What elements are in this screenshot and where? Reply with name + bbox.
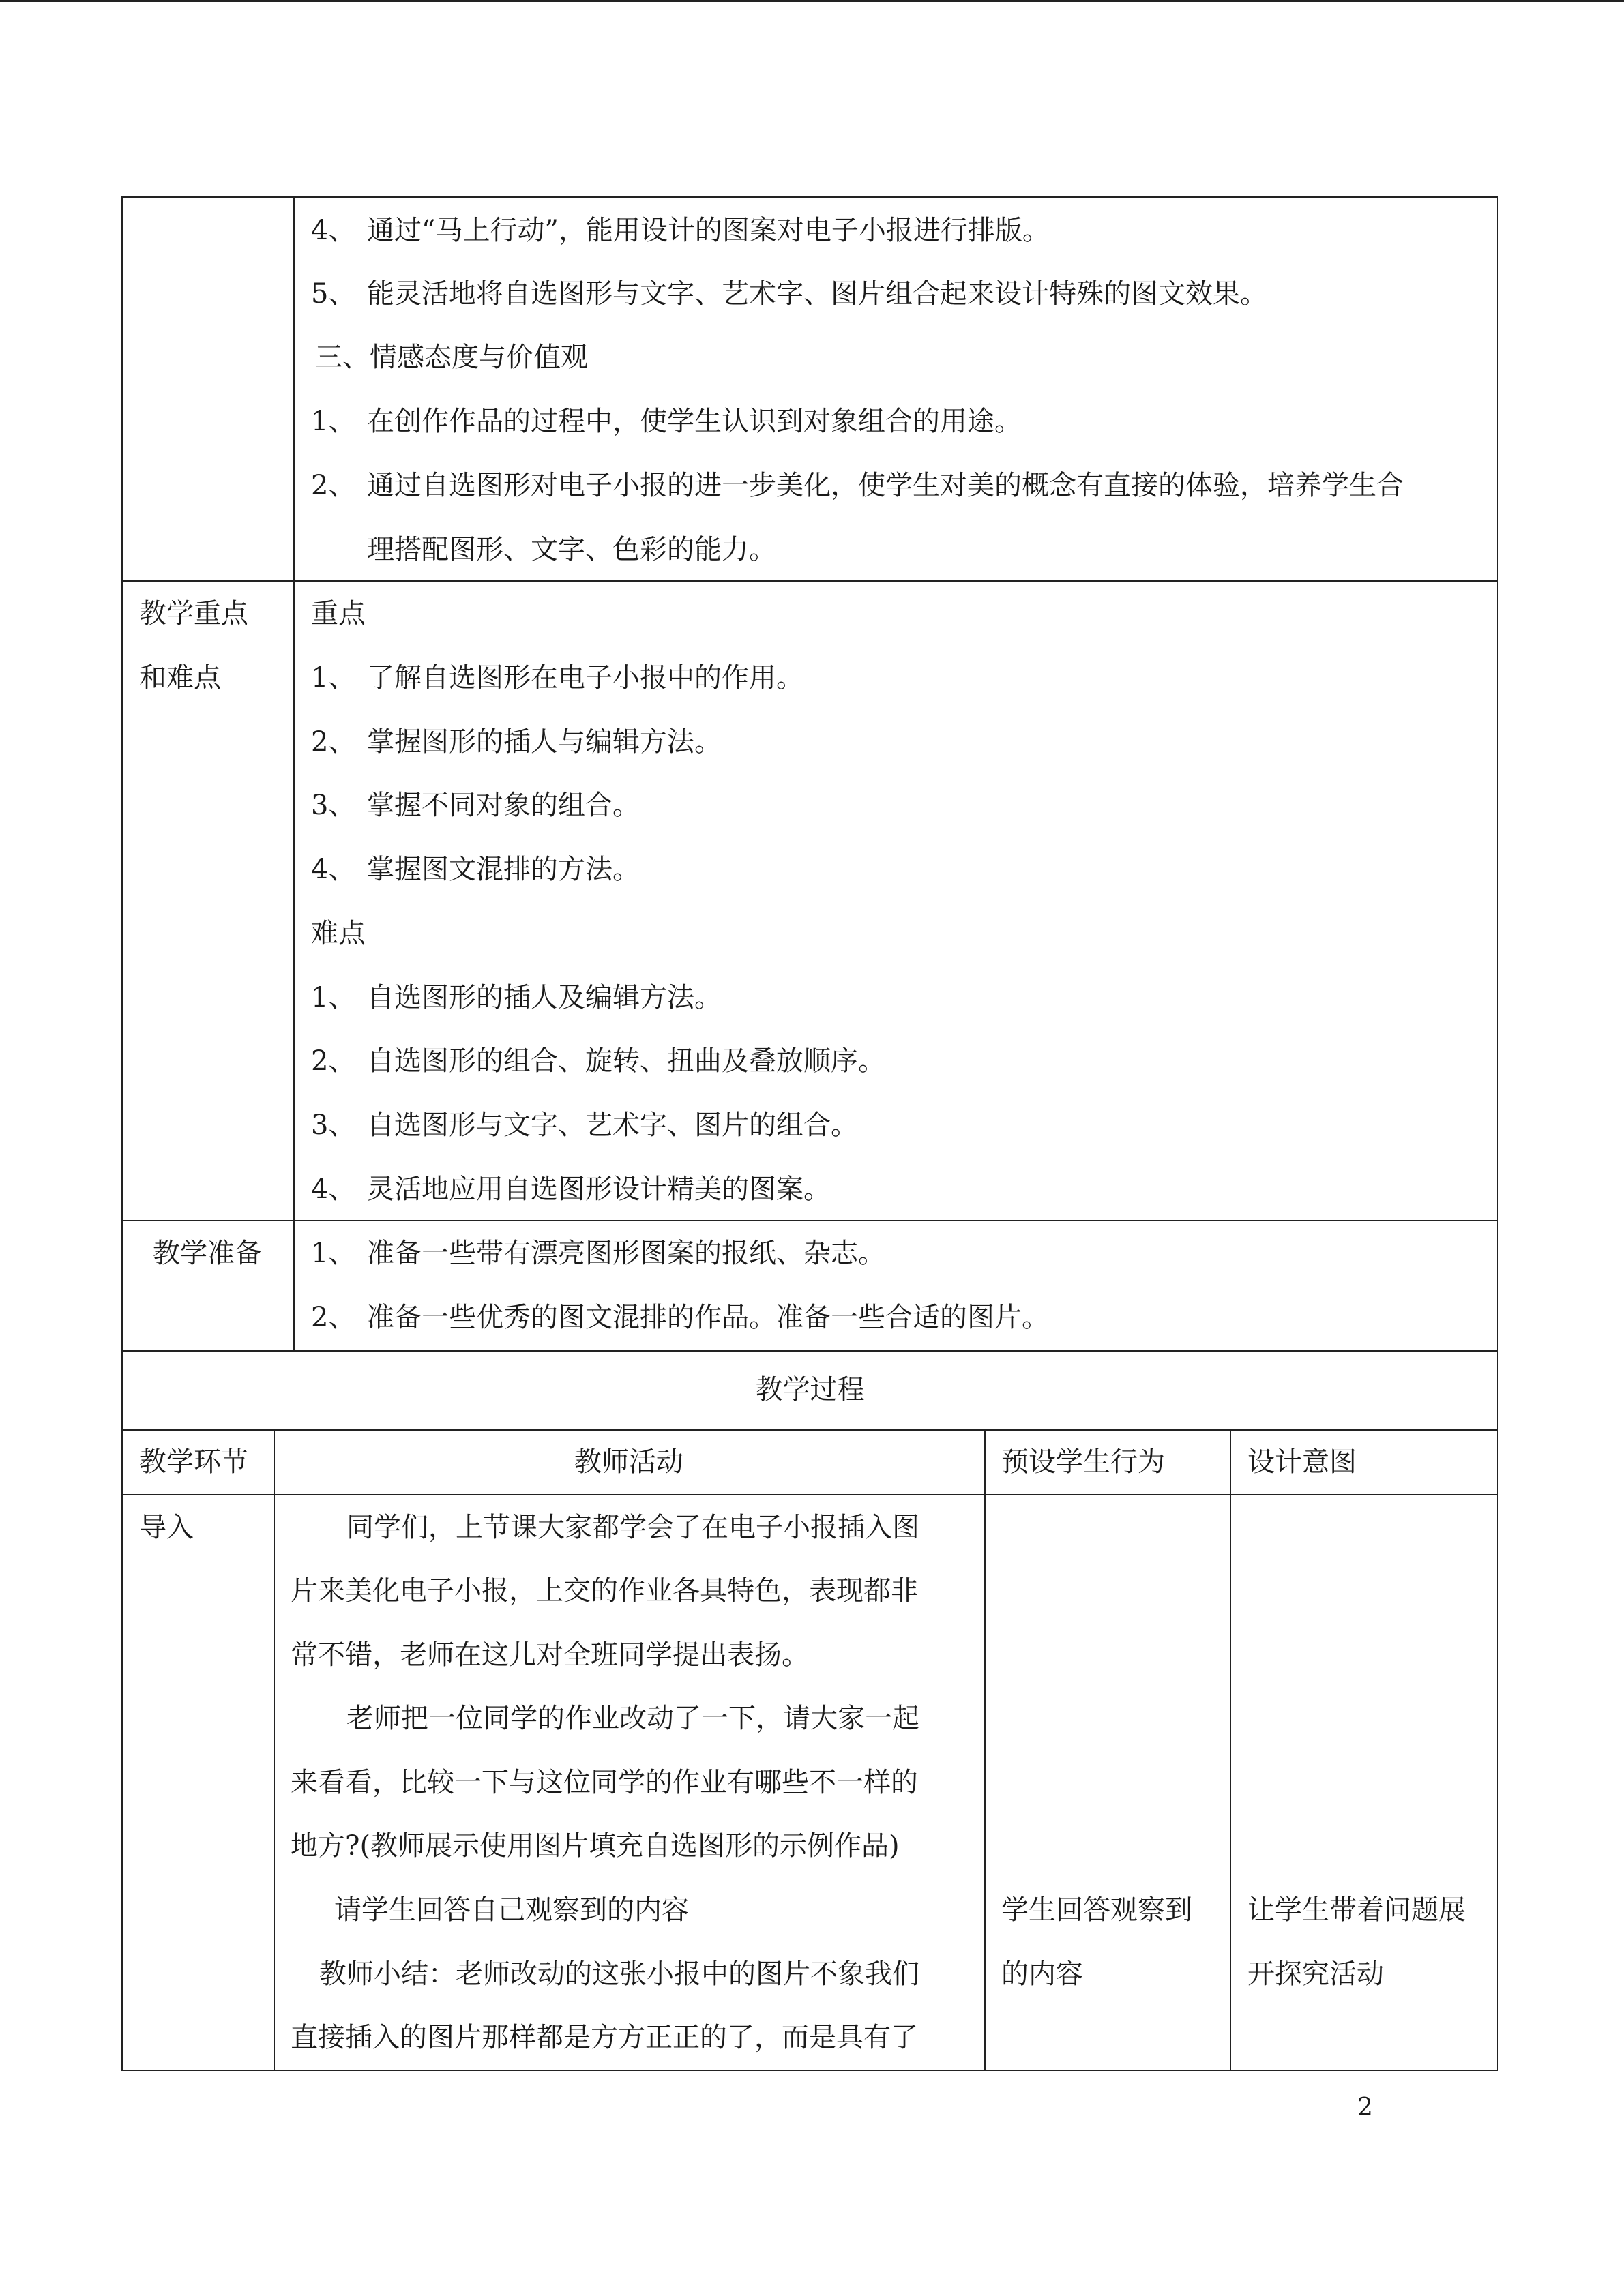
header-teacher-activity: 教师活动 (574, 1446, 683, 1478)
difficulty-title: 难点 (311, 918, 366, 949)
teacher-line-6: 地方?(教师展示使用图片填充自选图形的示例作品) (291, 1830, 900, 1862)
teacher-line-9: 直接插入的图片那样都是方方正正的了，而是具有了 (291, 2022, 918, 2053)
preparation-item-1: 1、 准备一些带有漂亮图形图案的报纸、杂志。 (311, 1238, 885, 1269)
teacher-line-1: 同学们，上节课大家都学会了在电子小报插入图 (346, 1512, 919, 1543)
header-student-behavior: 预设学生行为 (1001, 1446, 1165, 1478)
stage-intro: 导入 (139, 1512, 194, 1543)
teacher-line-5: 来看看，比较一下与这位同学的作业有哪些不一样的 (291, 1767, 918, 1798)
teacher-line-7: 请学生回答自己观察到的内容 (334, 1894, 689, 1926)
page-number: 2 (1357, 2093, 1373, 2121)
difficulty-item-3: 3、 自选图形与文字、艺术字、图片的组合。 (311, 1109, 858, 1141)
intent-line-1: 让学生带着问题展 (1247, 1894, 1466, 1926)
preparation-label: 教学准备 (153, 1238, 262, 1269)
key-points-label-line1: 教学重点 (139, 598, 248, 629)
row-divider-keypoints (121, 1220, 1498, 1221)
process-col-divider-2 (984, 1429, 986, 2071)
process-title-divider (121, 1429, 1498, 1431)
focus-item-4: 4、 掌握图文混排的方法。 (311, 854, 640, 885)
teacher-line-2: 片来美化电子小报，上交的作业各具特色，表现都非 (291, 1575, 918, 1607)
process-header-divider (121, 1494, 1498, 1495)
header-stage: 教学环节 (139, 1446, 248, 1478)
student-line-1: 学生回答观察到 (1001, 1894, 1192, 1926)
attitude-item-1: 1、 在创作作品的过程中，使学生认识到对象组合的用途。 (311, 406, 1022, 437)
preparation-item-2: 2、 准备一些优秀的图文混排的作品。准备一些合适的图片。 (311, 1302, 1049, 1333)
teacher-line-3: 常不错，老师在这儿对全班同学提出表扬。 (291, 1639, 809, 1671)
difficulty-item-4: 4、 灵活地应用自选图形设计精美的图案。 (311, 1174, 831, 1205)
section-title-attitudes: 三、情感态度与价值观 (315, 342, 588, 373)
teacher-line-4: 老师把一位同学的作业改动了一下，请大家一起 (346, 1703, 919, 1734)
upper-table-column-divider (293, 196, 295, 1352)
difficulty-item-1: 1、 自选图形的插人及编辑方法。 (311, 982, 722, 1013)
objective-item-4: 4、 通过“马上行动”，能用设计的图案对电子小报进行排版。 (311, 215, 1050, 246)
student-line-2: 的内容 (1001, 1958, 1083, 1990)
difficulty-item-2: 2、 自选图形的组合、旋转、扭曲及叠放顺序。 (311, 1045, 885, 1077)
focus-title: 重点 (311, 598, 366, 629)
focus-item-3: 3、 掌握不同对象的组合。 (311, 790, 640, 821)
process-title: 教学过程 (755, 1374, 865, 1405)
objective-item-5: 5、 能灵活地将自选图形与文字、艺术字、图片组合起来设计特殊的图文效果。 (311, 278, 1267, 310)
key-points-label-line2: 和难点 (139, 662, 221, 694)
process-col-divider-3 (1230, 1429, 1231, 2071)
attitude-item-2-continued: 理搭配图形、文字、色彩的能力。 (367, 534, 776, 565)
header-design-intent: 设计意图 (1247, 1446, 1357, 1478)
teacher-line-8: 教师小结：老师改动的这张小报中的图片不象我们 (319, 1958, 919, 1990)
attitude-item-2: 2、 通过自选图形对电子小报的进一步美化，使学生对美的概念有直接的体验，培养学生合 (311, 470, 1404, 501)
process-col-divider-1 (274, 1429, 275, 2071)
focus-item-1: 1、 了解自选图形在电子小报中的作用。 (311, 662, 803, 694)
row-divider-objectives (121, 580, 1498, 582)
focus-item-2: 2、 掌握图形的插人与编辑方法。 (311, 726, 722, 758)
intent-line-2: 开探究活动 (1247, 1958, 1384, 1990)
